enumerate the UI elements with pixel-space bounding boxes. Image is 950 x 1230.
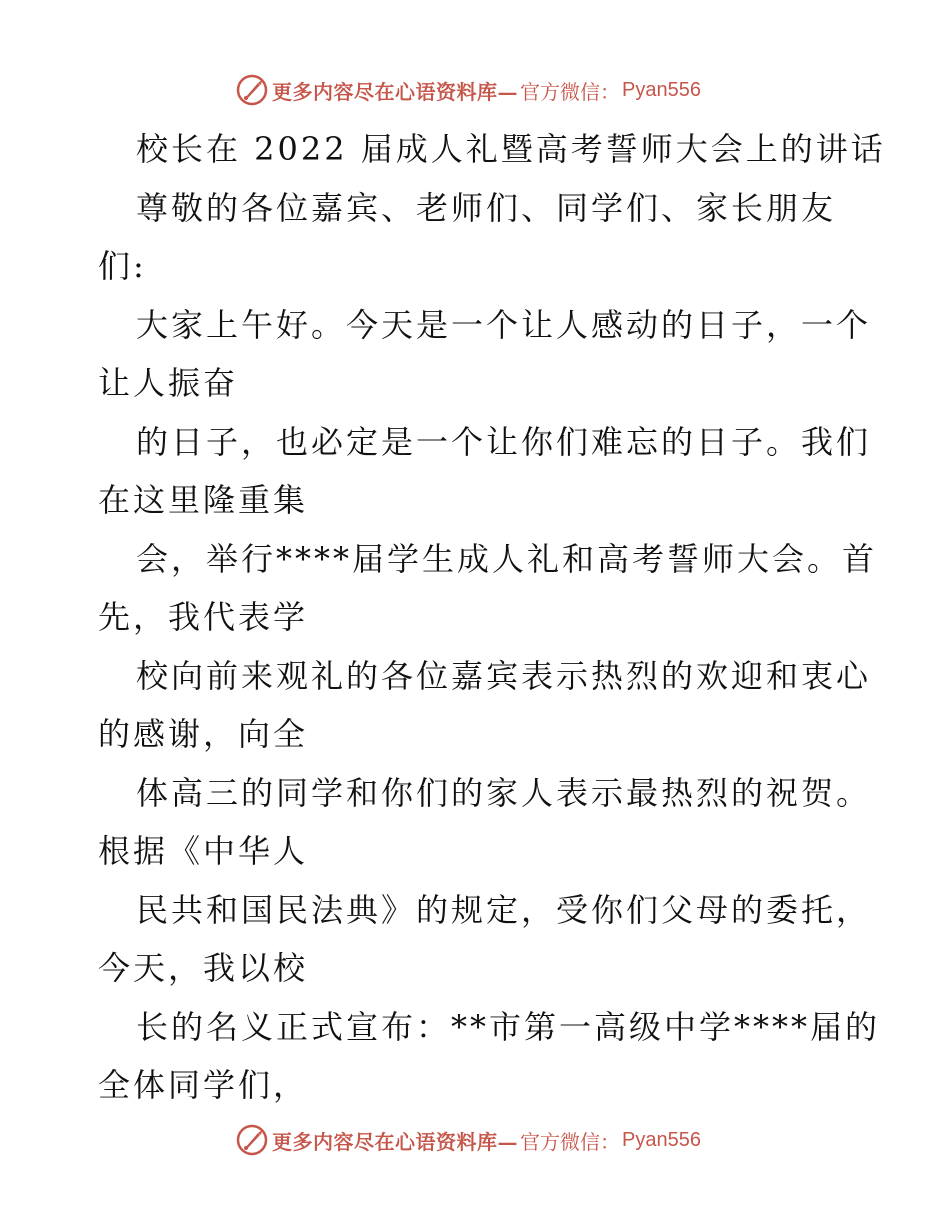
watermark-text: 更多内容尽在心语资料库— — [272, 1129, 518, 1154]
text-line: 先，我代表学 — [98, 598, 309, 636]
quill-logo-icon — [236, 1124, 268, 1156]
text-line: 根据《中华人 — [98, 832, 309, 870]
watermark-wechat-id: Pyan556 — [622, 1128, 701, 1151]
watermark-wechat-label: 官方微信： — [520, 1129, 620, 1154]
header-watermark — [236, 73, 701, 107]
document-title: 校长在 2022 届成人礼暨高考誓师大会上的讲话 — [136, 130, 886, 168]
text-line: 会，举行****届学生成人礼和高考誓师大会。首 — [136, 539, 878, 578]
text-line: 们: — [98, 247, 147, 285]
text-line: 校向前来观礼的各位嘉宾表示热烈的欢迎和衷心 — [136, 656, 872, 695]
footer-watermark — [236, 1123, 701, 1157]
text-line: 的日子，也必定是一个让你们难忘的日子。我们 — [136, 422, 872, 461]
watermark-wechat-label: 官方微信： — [520, 79, 620, 104]
text-line: 尊敬的各位嘉宾、老师们、同学们、家长朋友 — [136, 188, 837, 227]
text-line: 让人振奋 — [98, 364, 239, 402]
text-line: 长的名义正式宣布：**市第一高级中学****届的 — [136, 1007, 881, 1046]
text-line: 全体同学们， — [98, 1066, 309, 1104]
text-line: 大家上午好。今天是一个让人感动的日子，一个 — [136, 305, 872, 344]
watermark-wechat-id: Pyan556 — [622, 78, 701, 101]
text-line: 今天，我以校 — [98, 949, 309, 987]
text-line: 体高三的同学和你们的家人表示最热烈的祝贺。 — [136, 773, 872, 812]
text-line: 在这里隆重集 — [98, 481, 309, 519]
text-line: 民共和国民法典》的规定，受你们父母的委托， — [136, 890, 872, 929]
watermark-text: 更多内容尽在心语资料库— — [272, 79, 518, 104]
document-body — [98, 120, 886, 1115]
quill-logo-icon — [236, 74, 268, 106]
text-line: 的感谢，向全 — [98, 715, 309, 753]
